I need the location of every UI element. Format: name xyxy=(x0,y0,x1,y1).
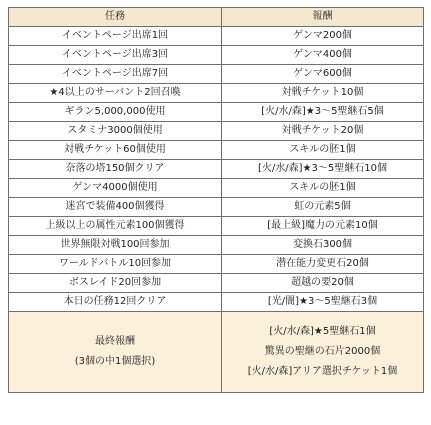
mission-reward-table-container xyxy=(8,7,424,393)
task-cell: イベントページ出席3回 xyxy=(9,46,222,65)
final-reward-option: [火/水/森]★5聖継石1個 xyxy=(269,326,376,337)
task-cell: 上級以上の属性元素100個獲得 xyxy=(9,217,222,236)
table-row xyxy=(9,179,424,198)
table-row xyxy=(9,65,424,84)
reward-cell: ゲンマ400個 xyxy=(222,46,424,65)
table-row xyxy=(9,27,424,46)
task-cell: 迷宮で装備400個獲得 xyxy=(9,198,222,217)
table-row xyxy=(9,255,424,274)
table-row xyxy=(9,122,424,141)
reward-cell: [火/水/森]★3〜5聖継石10個 xyxy=(222,160,424,179)
final-reward-label-cell xyxy=(9,312,222,393)
reward-cell: [光/闇]★3〜5聖継石3個 xyxy=(222,293,424,312)
reward-cell: ゲンマ200個 xyxy=(222,27,424,46)
reward-cell: スキルの胚1個 xyxy=(222,179,424,198)
task-cell: イベントページ出席7回 xyxy=(9,65,222,84)
task-cell: ボスレイド20回参加 xyxy=(9,274,222,293)
table-row xyxy=(9,293,424,312)
task-cell: ★4以上のサーバント2回召喚 xyxy=(9,84,222,103)
table-row xyxy=(9,84,424,103)
reward-cell: 潜在能力変更石20個 xyxy=(222,255,424,274)
task-cell: ギラン5,000,000使用 xyxy=(9,103,222,122)
reward-cell: 虹の元素5個 xyxy=(222,198,424,217)
table-row xyxy=(9,141,424,160)
reward-cell: [火/水/森]★3〜5聖継石5個 xyxy=(222,103,424,122)
table-row xyxy=(9,274,424,293)
table-header-row xyxy=(9,8,424,27)
final-reward-row xyxy=(9,312,424,393)
final-reward-options-cell xyxy=(222,312,424,393)
table-row xyxy=(9,103,424,122)
task-cell: 世界無限対戦100回参加 xyxy=(9,236,222,255)
header-task: 任務 xyxy=(9,8,222,27)
final-reward-choice-note: (3個の中1個選択) xyxy=(74,356,156,367)
reward-cell: 超越の要20個 xyxy=(222,274,424,293)
table-row xyxy=(9,236,424,255)
table-row xyxy=(9,160,424,179)
table-row xyxy=(9,217,424,236)
header-reward: 報酬 xyxy=(222,8,424,27)
task-cell: ゲンマ4000個使用 xyxy=(9,179,222,198)
reward-cell: ゲンマ600個 xyxy=(222,65,424,84)
reward-cell: [最上級]魔力の元素10個 xyxy=(222,217,424,236)
task-cell: イベントページ出席1回 xyxy=(9,27,222,46)
final-reward-option: [火/水/森]アリア選択チケット1個 xyxy=(247,366,398,377)
reward-cell: 変換石300個 xyxy=(222,236,424,255)
reward-cell: 対戦チケット20個 xyxy=(222,122,424,141)
task-cell: ワールドバトル10回参加 xyxy=(9,255,222,274)
task-cell: 奈落の塔150個クリア xyxy=(9,160,222,179)
table-row xyxy=(9,198,424,217)
final-reward-label: 最終報酬 xyxy=(95,336,135,347)
reward-cell: 対戦チケット10個 xyxy=(222,84,424,103)
task-cell: 対戦チケット60個使用 xyxy=(9,141,222,160)
final-reward-option: 驚異の聖継の石片2000個 xyxy=(264,346,381,357)
reward-cell: スキルの胚1個 xyxy=(222,141,424,160)
table-row xyxy=(9,46,424,65)
task-cell: スタミナ3000個使用 xyxy=(9,122,222,141)
mission-reward-table xyxy=(8,7,424,393)
task-cell: 本日の任務12回クリア xyxy=(9,293,222,312)
